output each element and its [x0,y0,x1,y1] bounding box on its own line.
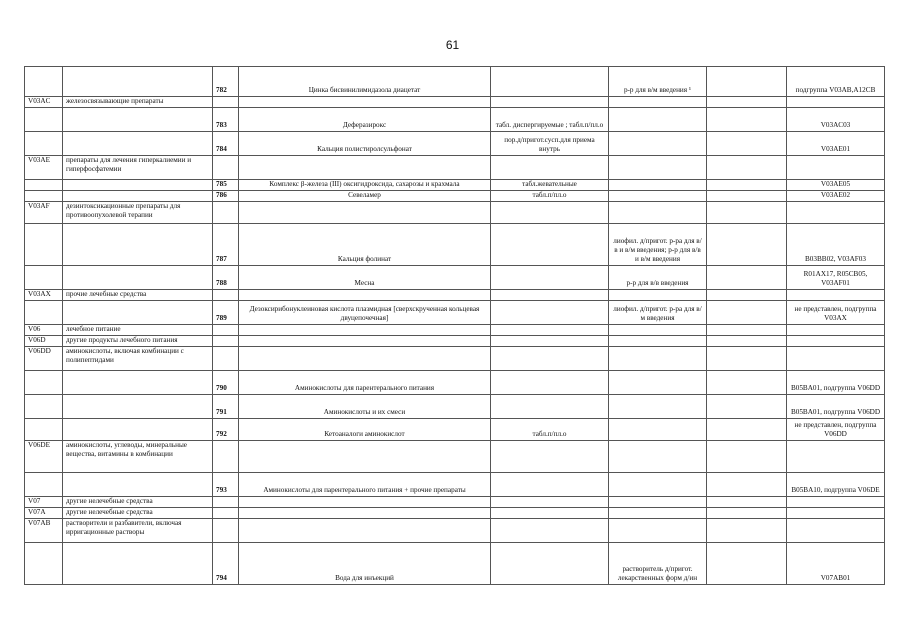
note-cell [707,336,787,347]
release-form-cell [609,336,707,347]
atc-group-code-cell [25,473,63,497]
atc-group-code-cell: V06DD [25,347,63,371]
atc-code-cell [787,97,885,108]
atc-group-code-cell: V06 [25,325,63,336]
atc-group-name-cell [63,473,213,497]
atc-code-cell: V03AC03 [787,108,885,132]
drug-name-cell: Аминокислоты для парентерального питания + прочие препараты [239,473,491,497]
dosage-form-cell [491,97,609,108]
item-number-cell: 785 [213,180,239,191]
dosage-form-cell [491,497,609,508]
release-form-cell [609,132,707,156]
table-body [25,67,885,585]
item-number-cell [213,347,239,371]
atc-group-name-cell: препараты для лечения гиперкалиемии и гиперфосфатемии [63,156,213,180]
table-row [25,473,885,497]
drug-name-cell: Комплекс β-железа (III) оксигидроксида, сахарозы и крахмала [239,180,491,191]
atc-group-name-cell [63,224,213,266]
dosage-form-cell: пор.д/пригот.сусп.для приема внутрь [491,132,609,156]
item-number-cell [213,97,239,108]
release-form-cell [609,419,707,441]
atc-group-name-cell: железосвязывающие препараты [63,97,213,108]
release-form-cell: растворитель д/пригот. лекарственных форм д/ин [609,543,707,585]
release-form-cell [609,395,707,419]
release-form-cell [609,441,707,473]
release-form-cell [609,97,707,108]
drug-name-cell [239,519,491,543]
drug-name-cell [239,347,491,371]
atc-group-name-cell: лечебное питание [63,325,213,336]
dosage-form-cell: табл.п/пл.о [491,191,609,202]
table-row [25,419,885,441]
note-cell [707,543,787,585]
note-cell [707,325,787,336]
table-row [25,202,885,224]
atc-group-name-cell: другие нелечебные средства [63,497,213,508]
dosage-form-cell [491,266,609,290]
item-number-cell: 789 [213,301,239,325]
atc-group-name-cell [63,108,213,132]
note-cell [707,191,787,202]
dosage-form-cell: табл.п/пл.о [491,419,609,441]
page-number: 61 [445,38,460,52]
atc-code-cell [787,202,885,224]
atc-group-name-cell: другие нелечебные средства [63,508,213,519]
table-row [25,97,885,108]
dosage-form-cell [491,325,609,336]
release-form-cell [609,519,707,543]
drug-name-cell: Деферазирокс [239,108,491,132]
release-form-cell: лиофил. д/пригот. р-ра для в/м введения [609,301,707,325]
drug-name-cell: Кальция фолинат [239,224,491,266]
atc-group-code-cell [25,132,63,156]
atc-code-cell [787,497,885,508]
note-cell [707,395,787,419]
table-row [25,224,885,266]
note-cell [707,301,787,325]
note-cell [707,132,787,156]
note-cell [707,224,787,266]
atc-group-code-cell: V03AE [25,156,63,180]
atc-group-code-cell [25,191,63,202]
table-row [25,266,885,290]
atc-group-name-cell [63,132,213,156]
table-row [25,67,885,97]
release-form-cell [609,371,707,395]
table-row [25,347,885,371]
note-cell [707,441,787,473]
atc-group-code-cell: V06DE [25,441,63,473]
item-number-cell [213,336,239,347]
table-row [25,395,885,419]
atc-group-code-cell: V03AX [25,290,63,301]
drug-name-cell: Месна [239,266,491,290]
atc-group-name-cell [63,180,213,191]
release-form-cell [609,325,707,336]
atc-group-name-cell [63,371,213,395]
table-row [25,371,885,395]
drug-name-cell: Аминокислоты для парентерального питания [239,371,491,395]
item-number-cell: 794 [213,543,239,585]
release-form-cell: лиофил. д/пригот. р-ра для в/в и в/м введения; р-р для в/в и в/м введения [609,224,707,266]
dosage-form-cell [491,156,609,180]
atc-group-name-cell [63,543,213,585]
atc-code-cell: B05BA01, подгруппа V06DD [787,371,885,395]
drug-name-cell [239,497,491,508]
item-number-cell [213,156,239,180]
note-cell [707,97,787,108]
atc-group-name-cell [63,266,213,290]
drug-name-cell [239,508,491,519]
atc-code-cell: B05BA01, подгруппа V06DD [787,395,885,419]
table-row [25,497,885,508]
atc-code-cell [787,325,885,336]
drug-name-cell [239,156,491,180]
atc-group-code-cell: V06D [25,336,63,347]
dosage-form-cell: табл.жевательные [491,180,609,191]
dosage-form-cell [491,347,609,371]
atc-code-cell: не представлен, подгруппа V03AX [787,301,885,325]
atc-code-cell: B05BA10, подгруппа V06DE [787,473,885,497]
atc-code-cell [787,508,885,519]
atc-code-cell [787,156,885,180]
atc-group-name-cell: другие продукты лечебного питания [63,336,213,347]
drug-name-cell [239,97,491,108]
dosage-form-cell [491,301,609,325]
note-cell [707,156,787,180]
atc-group-name-cell [63,395,213,419]
item-number-cell [213,325,239,336]
drug-list-table [24,66,885,585]
drug-name-cell: Кетоаналоги аминокислот [239,419,491,441]
table-row [25,290,885,301]
atc-group-code-cell [25,224,63,266]
atc-group-code-cell [25,395,63,419]
dosage-form-cell [491,67,609,97]
atc-group-name-cell [63,419,213,441]
item-number-cell: 788 [213,266,239,290]
release-form-cell: р-р для в/в введения [609,266,707,290]
drug-name-cell [239,336,491,347]
atc-group-code-cell [25,371,63,395]
drug-name-cell: Кальция полистиролсульфонат [239,132,491,156]
atc-group-name-cell [63,301,213,325]
table-row [25,441,885,473]
item-number-cell: 784 [213,132,239,156]
item-number-cell: 782 [213,67,239,97]
drug-name-cell [239,202,491,224]
atc-code-cell [787,290,885,301]
note-cell [707,347,787,371]
table-row [25,132,885,156]
atc-code-cell: V03AE02 [787,191,885,202]
note-cell [707,371,787,395]
item-number-cell: 792 [213,419,239,441]
dosage-form-cell [491,336,609,347]
item-number-cell: 786 [213,191,239,202]
atc-group-code-cell: V07A [25,508,63,519]
release-form-cell [609,290,707,301]
release-form-cell [609,156,707,180]
table-row [25,191,885,202]
release-form-cell [609,473,707,497]
dosage-form-cell [491,202,609,224]
atc-group-name-cell: аминокислоты, углеводы, минеральные вещества, витамины в комбинации [63,441,213,473]
item-number-cell: 783 [213,108,239,132]
dosage-form-cell [491,371,609,395]
atc-group-name-cell: прочие лечебные средства [63,290,213,301]
release-form-cell [609,497,707,508]
atc-code-cell [787,519,885,543]
dosage-form-cell [491,508,609,519]
atc-code-cell [787,441,885,473]
table-row [25,301,885,325]
atc-group-code-cell [25,543,63,585]
item-number-cell [213,290,239,301]
drug-name-cell: Дезоксирибонуклеиновая кислота плазмидная [сверхскрученная кольцевая двуцепочечная] [239,301,491,325]
table-row [25,156,885,180]
drug-name-cell [239,290,491,301]
note-cell [707,67,787,97]
dosage-form-cell [491,441,609,473]
atc-group-code-cell [25,301,63,325]
note-cell [707,497,787,508]
atc-group-name-cell: растворители и разбавители, включая ирригационные растворы [63,519,213,543]
note-cell [707,266,787,290]
release-form-cell [609,202,707,224]
atc-group-code-cell [25,108,63,132]
item-number-cell [213,497,239,508]
atc-group-name-cell: аминокислоты, включая комбинации с полипептидами [63,347,213,371]
atc-group-name-cell [63,67,213,97]
dosage-form-cell [491,473,609,497]
dosage-form-cell [491,290,609,301]
atc-code-cell: R01AX17, R05CB05, V03AF01 [787,266,885,290]
table-row [25,336,885,347]
atc-group-name-cell [63,191,213,202]
item-number-cell [213,508,239,519]
atc-code-cell: подгруппа V03AB,A12CB [787,67,885,97]
atc-group-name-cell: дезинтоксикационные препараты для противоопухолевой терапии [63,202,213,224]
release-form-cell [609,191,707,202]
drug-name-cell: Севеламер [239,191,491,202]
atc-code-cell: V03AE05 [787,180,885,191]
note-cell [707,419,787,441]
table-row [25,508,885,519]
release-form-cell [609,508,707,519]
dosage-form-cell [491,224,609,266]
atc-group-code-cell: V03AF [25,202,63,224]
note-cell [707,290,787,301]
item-number-cell [213,441,239,473]
item-number-cell [213,202,239,224]
release-form-cell [609,108,707,132]
atc-code-cell [787,336,885,347]
note-cell [707,473,787,497]
table-row [25,325,885,336]
item-number-cell: 793 [213,473,239,497]
item-number-cell: 790 [213,371,239,395]
release-form-cell [609,347,707,371]
dosage-form-cell [491,395,609,419]
item-number-cell: 791 [213,395,239,419]
atc-code-cell: V07AB01 [787,543,885,585]
drug-name-cell [239,441,491,473]
note-cell [707,508,787,519]
atc-group-code-cell: V07AB [25,519,63,543]
drug-name-cell [239,325,491,336]
item-number-cell: 787 [213,224,239,266]
atc-group-code-cell [25,419,63,441]
note-cell [707,202,787,224]
dosage-form-cell [491,543,609,585]
drug-name-cell: Аминокислоты и их смеси [239,395,491,419]
dosage-form-cell [491,519,609,543]
item-number-cell [213,519,239,543]
atc-group-code-cell [25,67,63,97]
note-cell [707,108,787,132]
table-row [25,519,885,543]
atc-group-code-cell: V03AC [25,97,63,108]
atc-code-cell: V03AE01 [787,132,885,156]
atc-code-cell [787,347,885,371]
release-form-cell [609,180,707,191]
dosage-form-cell: табл. диспергируемые ; табл.п/пл.о [491,108,609,132]
note-cell [707,180,787,191]
table-row [25,543,885,585]
drug-name-cell: Цинка бисвинилимидазола диацетат [239,67,491,97]
table-row [25,180,885,191]
atc-group-code-cell [25,266,63,290]
drug-name-cell: Вода для инъекций [239,543,491,585]
atc-group-code-cell: V07 [25,497,63,508]
note-cell [707,519,787,543]
atc-code-cell: B03BB02, V03AF03 [787,224,885,266]
table-row [25,108,885,132]
atc-group-code-cell [25,180,63,191]
release-form-cell: р-р для в/м введения ¹ [609,67,707,97]
atc-code-cell: не представлен, подгруппа V06DD [787,419,885,441]
